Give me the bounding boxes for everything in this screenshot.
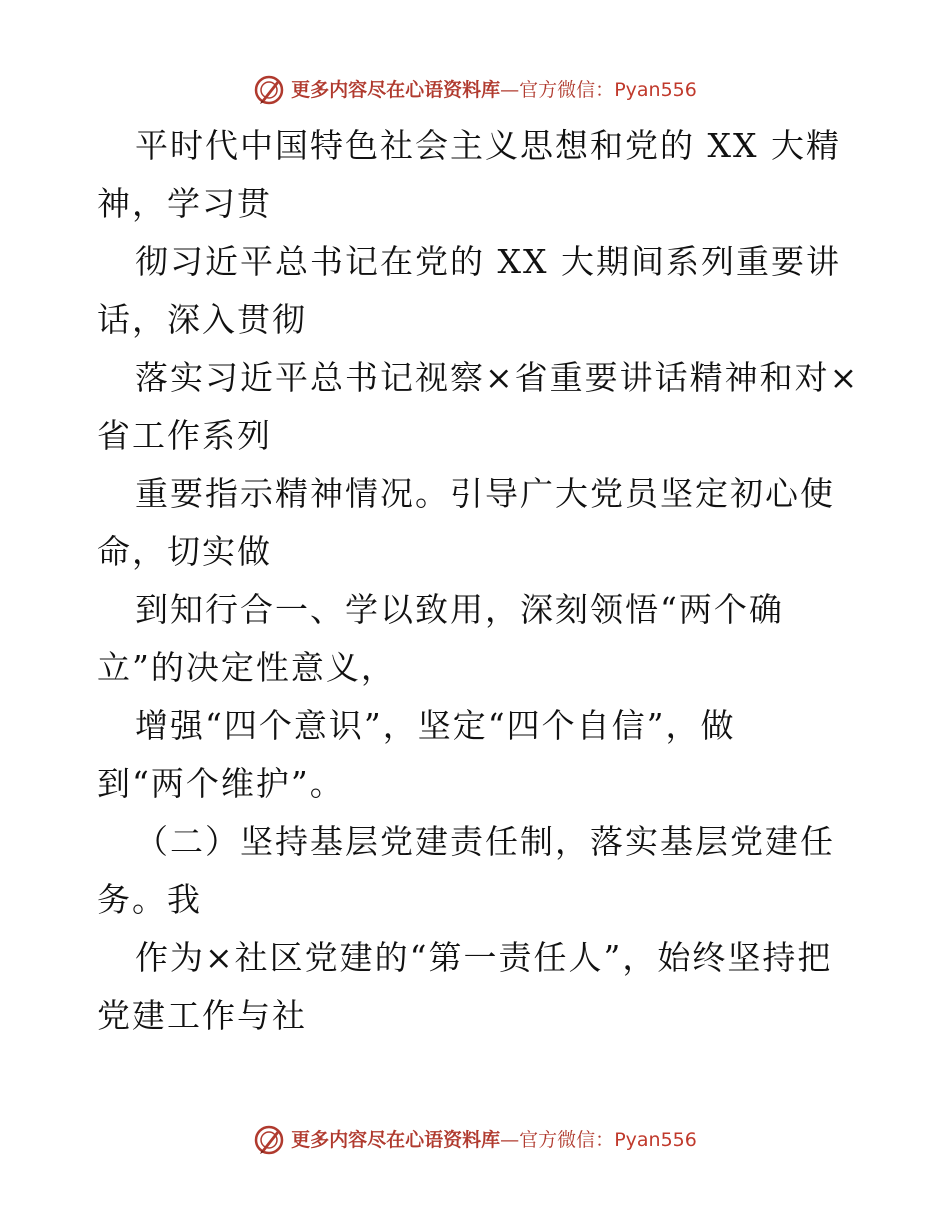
body-line: （二）坚持基层党建责任制，落实基层党建任: [135, 822, 835, 861]
header-contact-id: Pyan556: [614, 78, 697, 101]
body-line: 立”的决定性意义，: [97, 648, 396, 687]
body-line: 增强“四个意识”，坚定“四个自信”，做: [135, 706, 736, 745]
body-line: 平时代中国特色社会主义思想和党的 XX 大精: [135, 126, 841, 165]
body-line: 话，深入贯彻: [97, 300, 307, 339]
body-line: 重要指示精神情况。引导广大党员坚定初心使: [135, 474, 835, 513]
footer-brand-text: 更多内容尽在心语资料库: [291, 1128, 501, 1151]
header-brand-text: 更多内容尽在心语资料库: [291, 78, 501, 101]
footer-banner: [0, 1120, 950, 1160]
body-line: 彻习近平总书记在党的 XX 大期间系列重要讲: [135, 242, 841, 281]
body-line: 到知行合一、学以致用，深刻领悟“两个确: [135, 590, 784, 629]
body-line: 务。我: [97, 880, 202, 919]
body-line: 省工作系列: [97, 416, 272, 455]
header-contact-label: 官方微信：: [519, 78, 615, 101]
body-line: 到“两个维护”。: [97, 764, 345, 803]
body-line: 作为×社区党建的“第一责任人”，始终坚持把: [135, 938, 833, 977]
body-line: 党建工作与社: [97, 996, 307, 1035]
body-line: 神，学习贯: [97, 184, 272, 223]
body-line: 落实习近平总书记视察×省重要讲话精神和对×: [135, 358, 860, 397]
footer-dash: —: [500, 1128, 520, 1151]
body-line: 命，切实做: [97, 532, 272, 571]
footer-contact-id: Pyan556: [614, 1128, 697, 1151]
pen-logo-icon: [253, 1124, 285, 1156]
header-dash: —: [500, 78, 520, 101]
footer-contact-label: 官方微信：: [519, 1128, 615, 1151]
